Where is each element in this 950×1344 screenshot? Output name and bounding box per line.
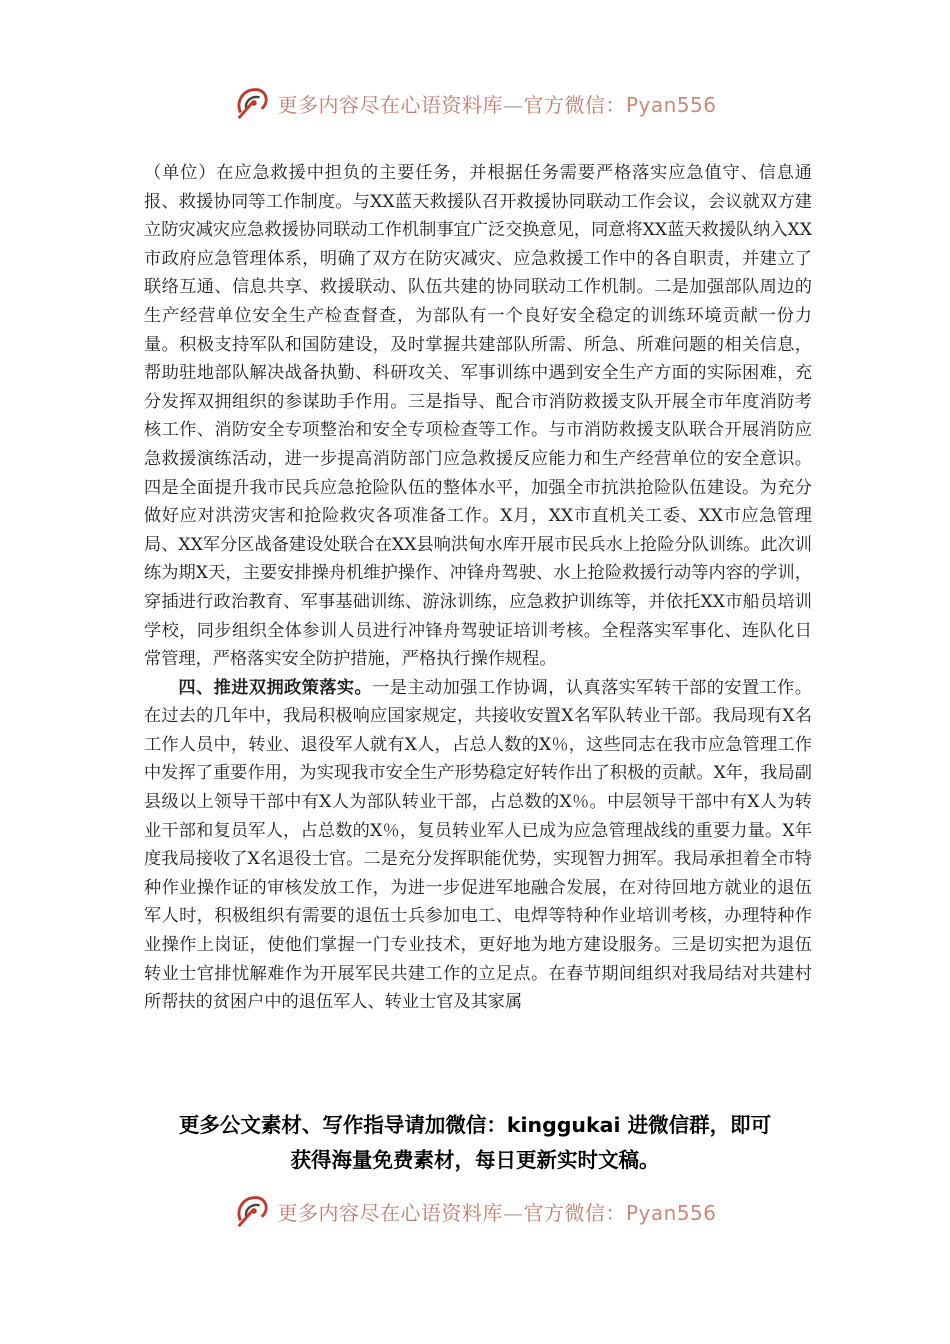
document-body xyxy=(144,159,812,1017)
header-banner xyxy=(0,80,950,126)
paragraph-2 xyxy=(144,674,812,1017)
section-heading: 四、推进双拥政策落实。 xyxy=(178,677,373,698)
footer-account: Pyan556 xyxy=(625,1200,717,1225)
brand-logo-icon xyxy=(233,1192,271,1230)
header-suffix: 官方微信： xyxy=(523,92,626,117)
promo-notice xyxy=(100,1108,850,1178)
promo-line-2: 获得海量免费素材，每日更新实时文稿。 xyxy=(290,1148,660,1172)
footer-library-text: 更多内容尽在心语资料库 xyxy=(277,1200,503,1225)
footer-separator: — xyxy=(502,1200,524,1225)
promo-line-1: 更多公文素材、写作指导请加微信：kinggukai 进微信群，即可 xyxy=(178,1113,772,1137)
paragraph-2-text: 一是主动加强工作协调，认真落实军转干部的安置工作。在过去的几年中，我局积极响应国家规定，共接收安置X名军队转业干部。我局现有X名工作人员中，转业、退役军人就有X人，占总人数的X％，这些同志在我市应急管理工作中发挥了重要作用，为实现我市安全生产形势稳定好转作出了积极的贡献。X年，我局副县级以上领导干部中有X人为部队转业干部，占总数的X％。中层领导干部中有X人为转业干部和复员军人，占总数的X％，复员转业军人已成为应急管理战线的重要力量。X年度我局接收了X名退役士官。二是充分发挥职能优势，实现智力拥军。我局承担着全市特种作业操作证的审核发放工作，为进一步促进军地融合发展，在对待回地方就业的退伍军人时，积极组织有需要的退伍士兵参加电工、电焊等特种作业培训考核，办理特种作业操作上岗证，使他们掌握一门专业技术，更好地为地方建设服务。三是切实把为退伍转业士官排忧解难作为开展军民共建工作的立足点。在春节期间组织对我局结对共建村所帮扶的贫困户中的退伍军人、转业士官及其家属 xyxy=(144,677,812,1013)
header-text xyxy=(277,89,716,118)
footer-suffix: 官方微信： xyxy=(523,1200,626,1225)
header-account: Pyan556 xyxy=(625,92,717,117)
header-library-text: 更多内容尽在心语资料库 xyxy=(277,92,503,117)
paragraph-1: （单位）在应急救援中担负的主要任务，并根据任务需要严格落实应急值守、信息通报、救援协同等工作制度。与XX蓝天救援队召开救援协同联动工作会议，会议就双方建立防灾减灾应急救援协同联动工作机制事宜广泛交换意见，同意将XX蓝天救援队纳入XX市政府应急管理体系，明确了双方在防灾减灾、应急救援工作中的各自职责，并建立了联络互通、信息共享、救援联动、队伍共建的协同联动工作机制。二是加强部队周边的生产经营单位安全生产检查督查，为部队有一个良好安全稳定的训练环境贡献一份力量。积极支持军队和国防建设，及时掌握共建部队所需、所急、所难问题的相关信息，帮助驻地部队解决战备执勤、科研攻关、军事训练中遇到安全生产方面的实际困难，充分发挥双拥组织的参谋助手作用。三是指导、配合市消防救援支队开展全市年度消防考核工作、消防安全专项整治和安全专项检查等工作。与市消防救援支队联合开展消防应急救援演练活动，进一步提高消防部门应急救援反应能力和生产经营单位的安全意识。四是全面提升我市民兵应急抢险队伍的整体水平，加强全市抗洪抢险队伍建设。为充分做好应对洪涝灾害和抢险救灾各项准备工作。X月，XX市直机关工委、XX市应急管理局、XX军分区战备建设处联合在XX县响洪甸水库开展市民兵水上抢险分队训练。此次训练为期X天，主要安排操舟机维护操作、冲锋舟驾驶、水上抢险救援行动等内容的学训，穿插进行政治教育、军事基础训练、游泳训练，应急救护训练等，并依托XX市船员培训学校，同步组织全体参训人员进行冲锋舟驾驶证培训考核。全程落实军事化、连队化日常管理，严格落实安全防护措施，严格执行操作规程。 xyxy=(144,163,812,670)
footer-banner xyxy=(0,1188,950,1234)
footer-text xyxy=(277,1197,716,1226)
header-separator: — xyxy=(502,92,524,117)
brand-logo-icon xyxy=(233,84,271,122)
